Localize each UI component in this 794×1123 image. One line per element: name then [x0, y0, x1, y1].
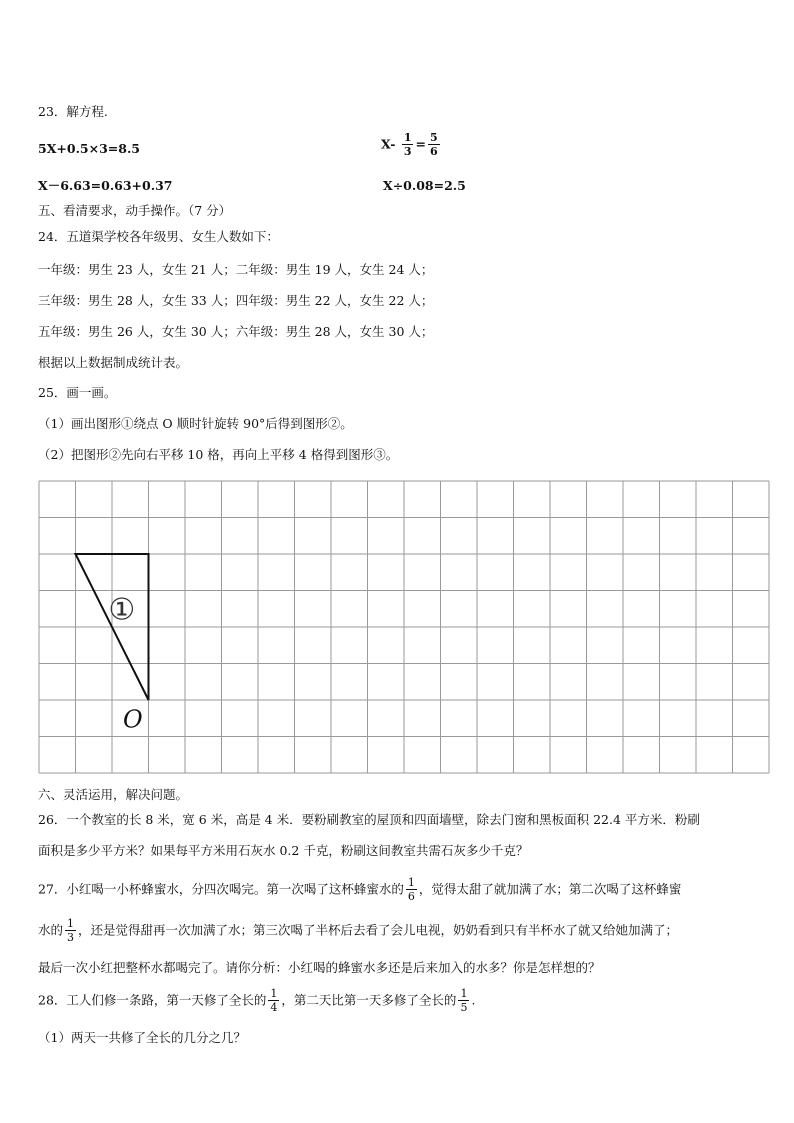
- q23-eq1: 5X+0.5×3=8.5: [38, 141, 141, 156]
- eq2-equals: =: [415, 136, 426, 152]
- q27-text-1b: ，觉得太甜了就加满了水；第二次喝了这杯蜂蜜: [418, 881, 682, 897]
- q27-fraction-1: $\frac{1}{6}$: [407, 876, 415, 903]
- q27-line2: [38, 917, 678, 944]
- q25-title: 25．画一画。: [38, 385, 117, 400]
- q23-eq2: [381, 131, 442, 158]
- q24-title: 24．五道渠学校各年级男、女生人数如下：: [38, 229, 279, 244]
- q27-text-2b: ，还是觉得甜再一次加满了水；第三次喝了半杯后去看了会儿电视，奶奶看到只有半杯水了就又给她加满了；: [78, 922, 679, 938]
- point-o-label: O: [122, 705, 143, 734]
- q26-line1: 26．一个教室的长 8 米，宽 6 米，高是 4 米．要粉刷教室的屋顶和四面墙壁，除去门窗和黑板面积 22.4 平方米．粉刷: [38, 812, 700, 827]
- q23-eq4: X÷0.08=2.5: [383, 178, 466, 193]
- q28-line: [38, 987, 475, 1014]
- q28-text-c: .: [471, 992, 476, 1008]
- q24-line2: 三年级：男生 28 人，女生 33 人；四年级：男生 22 人，女生 22 人；: [38, 293, 434, 308]
- q24-line3: 五年级：男生 26 人，女生 30 人；六年级：男生 28 人，女生 30 人；: [38, 324, 434, 339]
- q27-line1: [38, 876, 681, 903]
- section6-heading: 六、灵活运用，解决问题。: [38, 787, 189, 802]
- q28-text-a: 28．工人们修一条路，第一天修了全长的: [38, 992, 267, 1008]
- q26-line2: 面积是多少平方米？如果每平方米用石灰水 0.2 千克，粉刷这间教室共需石灰多少千克？: [38, 843, 529, 858]
- eq2-fraction-2: $\frac{5}{6}$: [429, 131, 438, 158]
- q24-line1: 一年级：男生 23 人，女生 21 人；二年级：男生 19 人，女生 24 人；: [38, 262, 434, 277]
- q27-text-1a: 27．小红喝一小杯蜂蜜水，分四次喝完。第一次喝了这杯蜂蜜水的: [38, 881, 404, 897]
- q27-text-2a: 水的: [38, 922, 64, 938]
- q27-line3: 最后一次小红把整杯水都喝完了。请你分析：小红喝的蜂蜜水多还是后来加入的水多？你是怎样想的？: [38, 960, 601, 975]
- eq2-fraction-1: $\frac{1}{3}$: [403, 131, 412, 158]
- q24-line4: 根据以上数据制成统计表。: [38, 355, 189, 370]
- q28-fraction-2: $\frac{1}{5}$: [460, 987, 468, 1014]
- q23-title: 23．解方程.: [38, 104, 108, 119]
- q28-text-b: ，第二天比第一天多修了全长的: [281, 992, 457, 1008]
- q28-sub1: （1）两天一共修了全长的几分之几？: [38, 1030, 246, 1045]
- eq2-prefix: X-: [381, 136, 396, 152]
- q28-fraction-1: $\frac{1}{4}$: [270, 987, 278, 1014]
- shape-label-1: ①: [108, 592, 136, 628]
- section5-heading: 五、看清要求，动手操作。（7 分）: [38, 203, 232, 218]
- q25-item1: （1）画出图形①绕点 O 顺时针旋转 90°后得到图形②。: [38, 416, 353, 431]
- q23-eq3: X－6.63=0.63+0.37: [38, 178, 173, 193]
- q25-item2: （2）把图形②先向右平移 10 格，再向上平移 4 格得到图形③。: [38, 447, 399, 462]
- drawing-grid[interactable]: [38, 480, 770, 774]
- q27-fraction-2: $\frac{1}{3}$: [67, 917, 75, 944]
